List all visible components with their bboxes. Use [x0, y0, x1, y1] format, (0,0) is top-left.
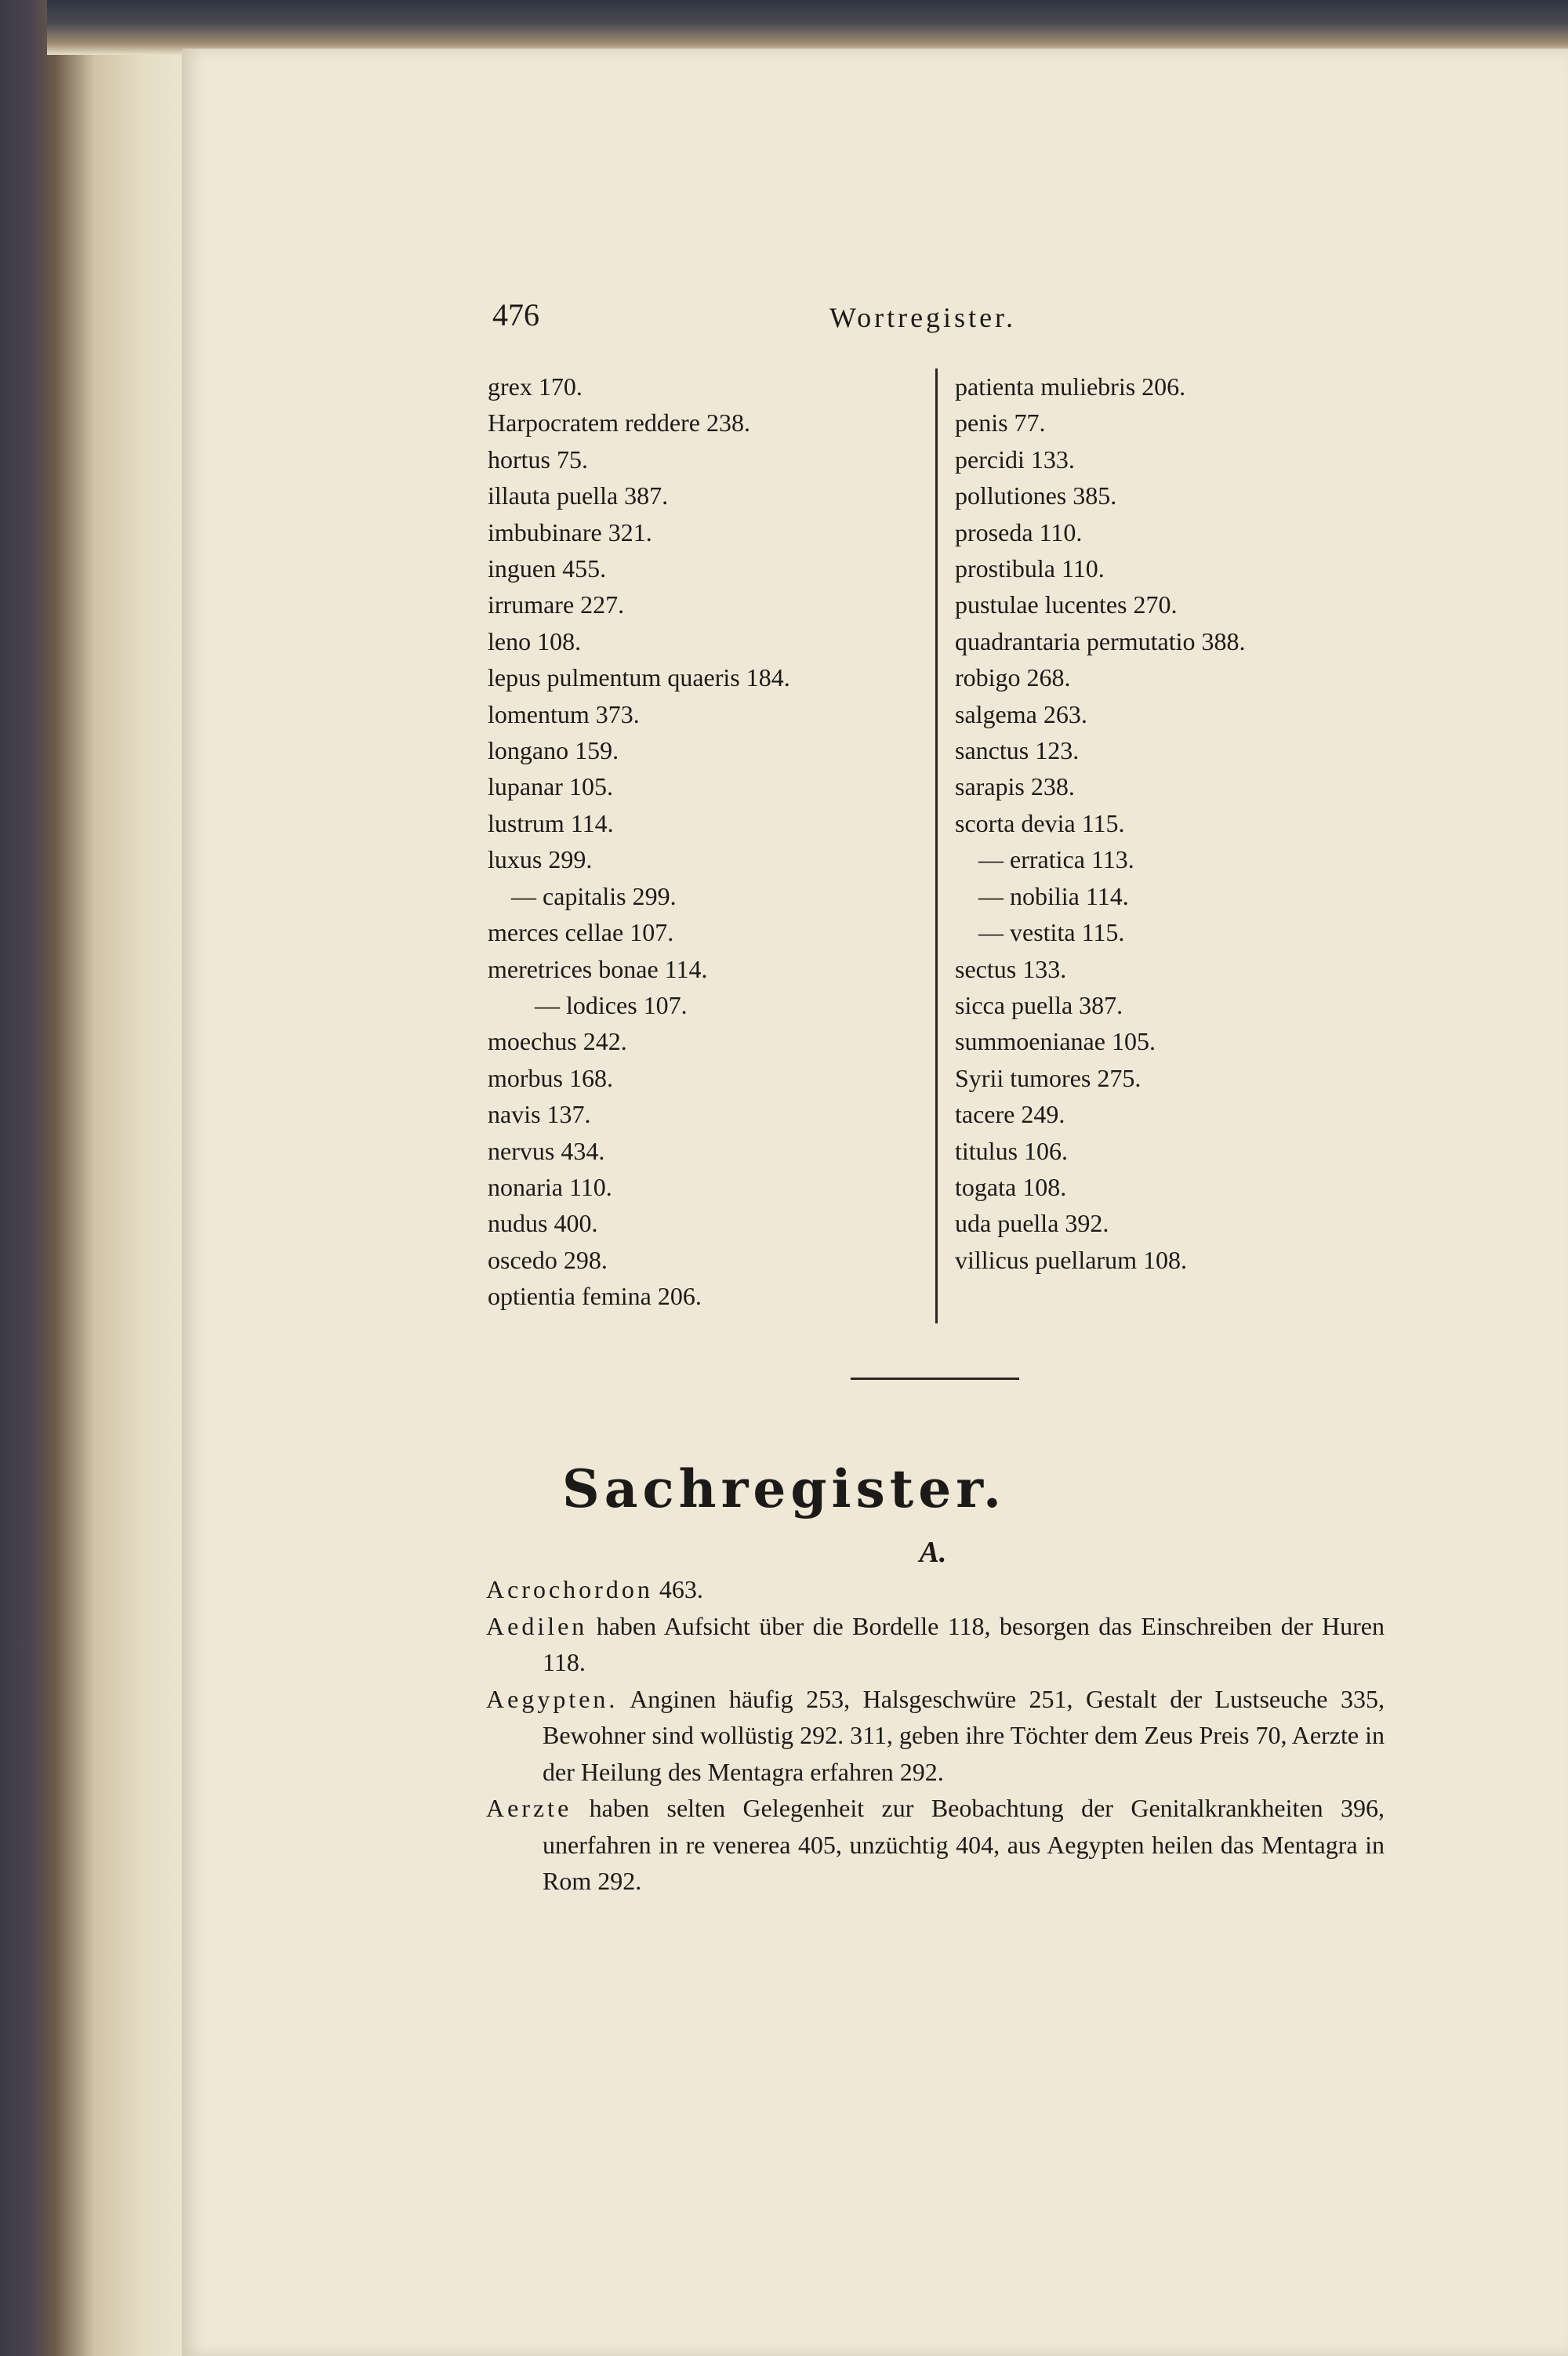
index-entry: summoenianae 105. [955, 1027, 1156, 1056]
index-entry: navis 137. [488, 1100, 591, 1129]
index-entry: longano 159. [488, 736, 619, 765]
subject-entry [486, 1571, 1385, 1608]
index-entry: titulus 106. [955, 1136, 1069, 1165]
index-entry: lustrum 114. [488, 808, 614, 837]
index-entry: prostibula 110. [955, 554, 1105, 583]
index-entry: leno 108. [488, 626, 582, 655]
section-letter: A. [919, 1536, 947, 1569]
index-entry: pollutiones 385. [955, 481, 1117, 510]
index-entry: — nobilia 114. [978, 881, 1129, 910]
index-entry: uda puella 392. [955, 1209, 1109, 1238]
section-separator [851, 1378, 1019, 1380]
index-entry: lupanar 105. [488, 772, 613, 801]
index-entry: moechus 242. [488, 1027, 627, 1056]
section-title: Sachregister. [562, 1458, 1006, 1519]
index-entry: nudus 400. [488, 1209, 598, 1238]
subject-text: 463. [652, 1575, 703, 1603]
index-entry: pustulae lucentes 270. [955, 590, 1178, 619]
index-entry: proseda 110. [955, 517, 1083, 546]
index-entry: merces cellae 107. [488, 918, 674, 947]
subject-keyword: Aerzte [486, 1794, 572, 1822]
index-entry: patienta muliebris 206. [955, 372, 1186, 401]
index-entry: inguen 455. [488, 554, 607, 583]
word-index-left-column [488, 368, 927, 1315]
subject-entry [486, 1608, 1385, 1681]
word-index-right-column [955, 368, 1363, 1278]
index-entry: optientia femina 206. [488, 1282, 702, 1311]
index-entry: — capitalis 299. [511, 881, 677, 910]
index-entry: scorta devia 115. [955, 808, 1125, 837]
index-entry: penis 77. [955, 408, 1046, 437]
index-entry: togata 108. [955, 1172, 1067, 1201]
index-entry: sectus 133. [955, 954, 1067, 983]
index-entry: villicus puellarum 108. [955, 1245, 1187, 1274]
index-entry: grex 170. [488, 372, 583, 401]
running-title: Wortregister. [829, 302, 1017, 333]
index-entry: oscedo 298. [488, 1245, 608, 1274]
index-entry: nervus 434. [488, 1136, 605, 1165]
subject-keyword: Aedilen [486, 1611, 588, 1640]
subject-keyword: Aegypten. [486, 1684, 619, 1713]
index-entry: robigo 268. [955, 663, 1071, 692]
index-entry: sarapis 238. [955, 772, 1075, 801]
index-entry: meretrices bonae 114. [488, 954, 708, 983]
index-entry: nonaria 110. [488, 1172, 612, 1201]
index-entry: morbus 168. [488, 1063, 613, 1092]
index-entry: imbubinare 321. [488, 517, 652, 546]
index-entry: percidi 133. [955, 445, 1075, 474]
page-number: 476 [492, 297, 539, 332]
index-entry: lepus pulmentum quaeris 184. [488, 663, 790, 692]
column-divider [935, 368, 938, 1323]
index-entry: tacere 249. [955, 1100, 1065, 1129]
page-header [492, 296, 1057, 343]
subject-text: haben Aufsicht über die Bordelle 118, besorgen das Einschreiben der Huren 118. [543, 1611, 1385, 1676]
index-entry: irrumare 227. [488, 590, 625, 619]
index-entry: — lodices 107. [535, 990, 688, 1019]
index-entry: lomentum 373. [488, 699, 640, 728]
subject-keyword: Acrochordon [486, 1575, 653, 1603]
index-entry: sanctus 123. [955, 736, 1080, 765]
index-entry: luxus 299. [488, 845, 593, 874]
index-entry: sicca puella 387. [955, 990, 1123, 1019]
subject-text: haben selten Gelegenheit zur Beobachtung der Genitalkrankheiten 396, unerfahren in re venerea 405, unzüchtig 404, aus Aegypten heilen das Mentagra in Rom 292. [543, 1794, 1385, 1895]
subject-entry [486, 1790, 1385, 1900]
subject-text: Anginen häufig 253, Halsgeschwüre 251, Gestalt der Lustseuche 335, Bewohner sind wollüstig 292. 311, geben ihre Töchter dem Zeus Preis 70, Aerzte in der Heilung des Mentagra erfahren 292. [543, 1684, 1385, 1786]
index-entry: — erratica 113. [978, 845, 1134, 874]
subject-entry [486, 1681, 1385, 1791]
index-entry: Syrii tumores 275. [955, 1063, 1142, 1092]
book-spine-edge [0, 0, 188, 2356]
index-entry: Harpocratem reddere 238. [488, 408, 750, 437]
index-entry: illauta puella 387. [488, 481, 669, 510]
subject-index-entries [486, 1571, 1385, 1900]
index-entry: hortus 75. [488, 445, 588, 474]
index-entry: salgema 263. [955, 699, 1087, 728]
book-top-edge [47, 0, 1568, 55]
index-entry: — vestita 115. [978, 918, 1125, 947]
index-entry: quadrantaria permutatio 388. [955, 626, 1246, 655]
